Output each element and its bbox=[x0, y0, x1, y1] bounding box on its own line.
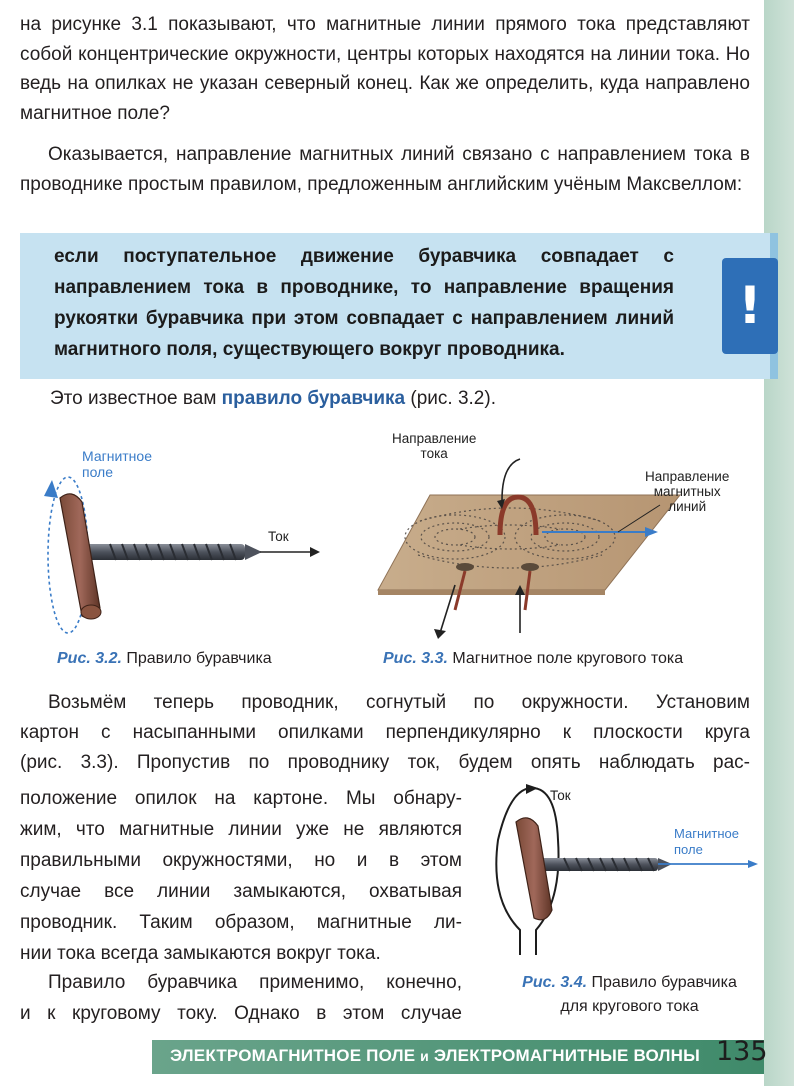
figure-3-4 bbox=[480, 780, 770, 960]
paragraph-2-text: Оказывается, направление магнитных линий связано с направлением тока в проводнике простым правилом, предложенным английским учёным Максвеллом: bbox=[20, 144, 750, 195]
paragraph-4-line-5: жим, что магнитные линии уже не являются bbox=[20, 819, 462, 840]
paragraph-4-line-2: картон с насыпанными опилками перпендикулярно к плоскости круга bbox=[20, 722, 750, 743]
field-arrow-icon bbox=[44, 480, 58, 498]
paragraph-4-line-7: случае все линии замыкаются, охватывая bbox=[20, 881, 462, 902]
circular-gimlet-illustration bbox=[480, 780, 770, 960]
caption-fig-3-3: Рис. 3.3. Магнитное поле кругового тока bbox=[383, 650, 684, 667]
paragraph-2 bbox=[20, 140, 750, 199]
current-arrow-icon bbox=[310, 547, 320, 557]
exclamation-icon: ! bbox=[722, 258, 778, 354]
paragraph-1 bbox=[20, 10, 750, 128]
field-arrow-icon bbox=[748, 860, 758, 868]
page-number: 135 bbox=[716, 1036, 768, 1067]
paragraph-3: Это известное вам правило буравчика (рис. 3.2). bbox=[50, 388, 496, 409]
caption-fig-3-2: Рис. 3.2. Правило буравчика bbox=[57, 650, 272, 667]
figure-3-2 bbox=[20, 440, 340, 640]
rule-text: если поступательное движение буравчика совпадает с направлением тока в проводнике, то направление вращения рукоятки буравчика при этом совпадает с направлением линий магнитного поля, существующего вокруг проводника. bbox=[54, 246, 674, 360]
current-out-arrow-icon bbox=[434, 629, 446, 639]
paragraph-4-line-4: положение опилок на картоне. Мы обнару- bbox=[20, 788, 462, 809]
paragraph-4-line-1: Возьмём теперь проводник, согнутый по окружности. Установим bbox=[48, 692, 750, 713]
paragraph-5-line-2: и к круговому току. Однако в этом случае bbox=[20, 1003, 462, 1024]
paragraph-4-line-9: нии тока всегда замыкаются вокруг тока. bbox=[20, 943, 381, 964]
figure-3-3 bbox=[360, 425, 760, 650]
gimlet-rule-term: правило буравчика bbox=[221, 388, 406, 409]
fig32-current-label: Ток bbox=[268, 529, 289, 544]
chapter-title: ЭЛЕКТРОМАГНИТНОЕ ПОЛЕ и ЭЛЕКТРОМАГНИТНЫЕ ВОЛНЫ bbox=[170, 1046, 700, 1065]
paragraph-1-text: на рисунке 3.1 показывают, что магнитные линии прямого тока представляют собой концентрические окружности, центры которых находятся на линии тока. Но ведь на опилках не указан северный конец. Как же определить, куда направлено магнитное поле? bbox=[20, 14, 750, 124]
paragraph-5-line-1: Правило буравчика применимо, конечно, bbox=[48, 972, 462, 993]
caption-fig-3-4: Рис. 3.4. Правило буравчика для кругового тока bbox=[522, 974, 737, 1015]
rule-callout bbox=[20, 233, 778, 379]
gimlet-illustration bbox=[20, 440, 340, 640]
paragraph-4-line-8: проводник. Таким образом, магнитные ли- bbox=[20, 912, 462, 933]
fig34-current-label: Ток bbox=[550, 788, 571, 803]
paragraph-4-line-6: правильными окружностями, но и в этом bbox=[20, 850, 462, 871]
paragraph-4-line-3: (рис. 3.3). Пропустив по проводнику ток, будем опять наблюдать рас- bbox=[20, 752, 750, 773]
fig33-field-label: Направление магнитных линий bbox=[645, 469, 730, 514]
fig33-current-label: Направление тока bbox=[392, 431, 477, 461]
fig34-field-label: Магнитное поле bbox=[674, 826, 739, 857]
fig32-field-label: Магнитное поле bbox=[82, 448, 152, 480]
